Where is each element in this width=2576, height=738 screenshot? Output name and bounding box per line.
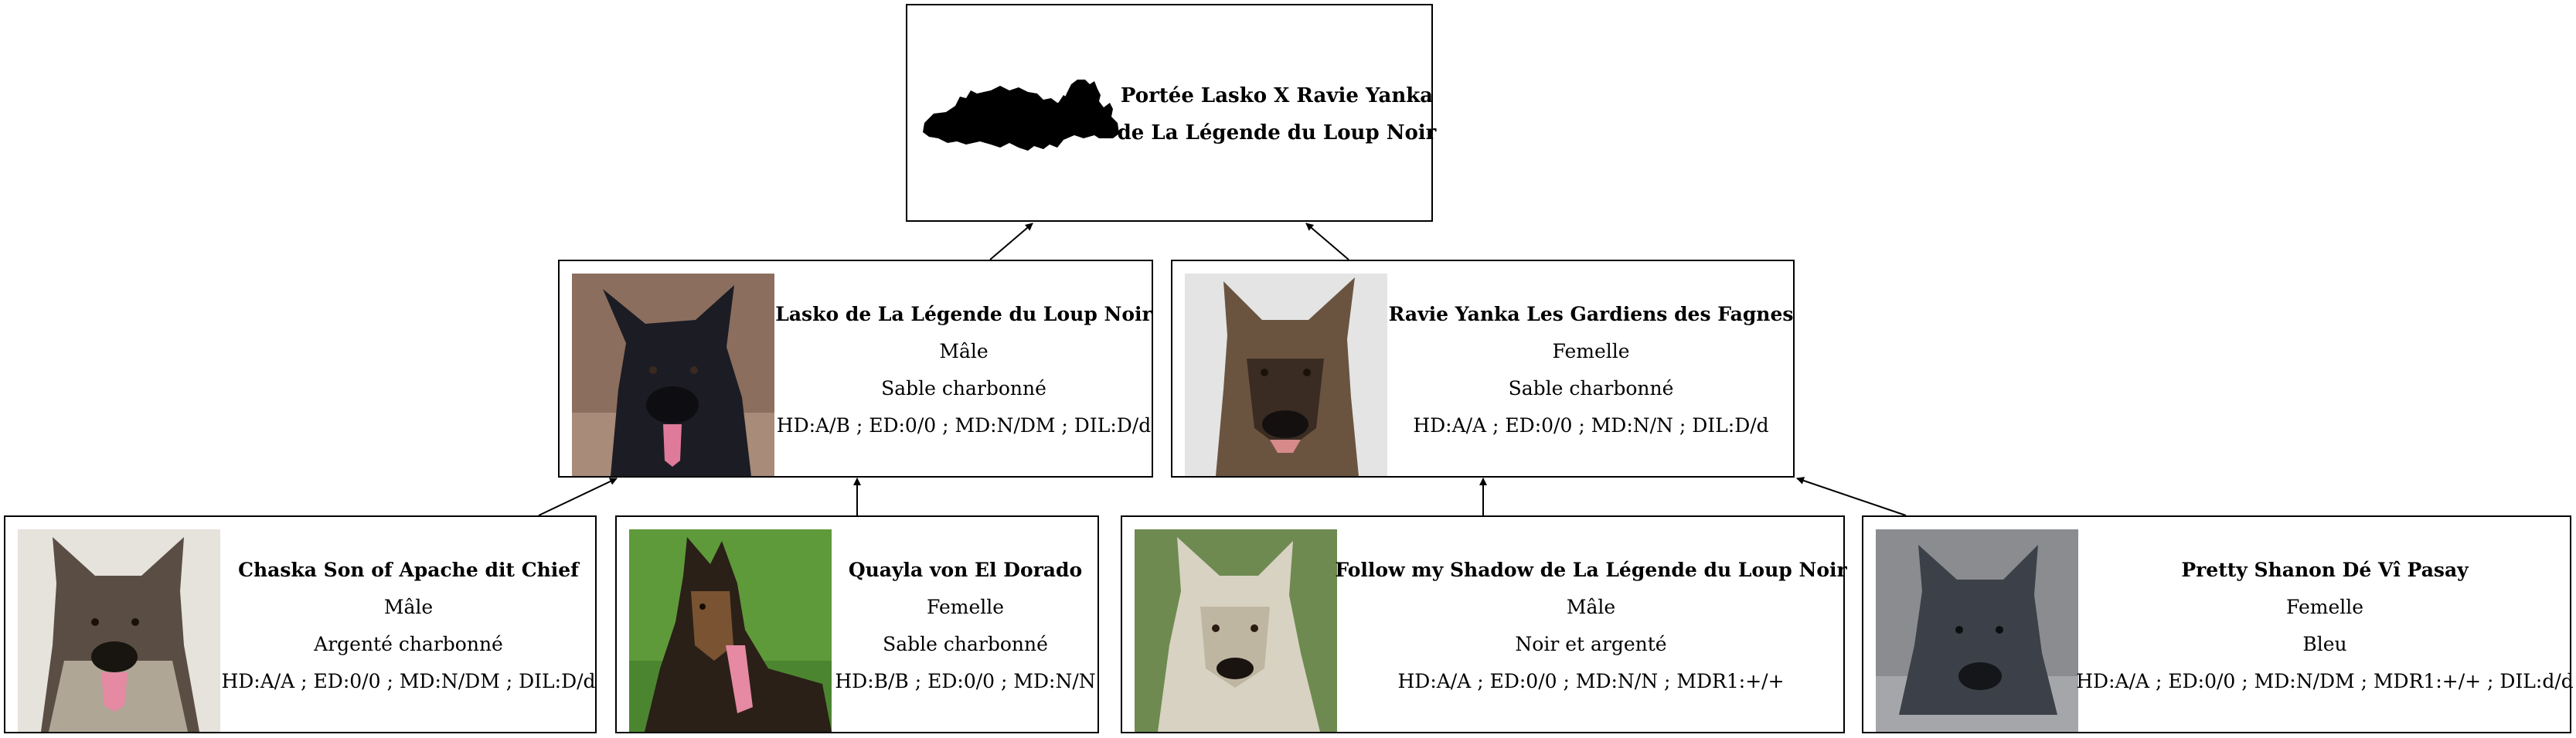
grandparent-node-follow bbox=[1121, 515, 1845, 733]
edge-pretty-to-ravie bbox=[1797, 478, 1906, 515]
dog-sex: Mâle bbox=[939, 340, 989, 362]
dog-color: Argenté charbonné bbox=[314, 633, 503, 655]
grandparent-node-quayla bbox=[615, 515, 1099, 733]
dog-name: Follow my Shadow de La Légende du Loup Noir bbox=[1335, 559, 1847, 581]
dog-sex: Femelle bbox=[2285, 596, 2364, 618]
dog-sex: Mâle bbox=[383, 596, 434, 618]
dog-sex: Femelle bbox=[1552, 340, 1630, 362]
dogs-silhouette-logo bbox=[920, 67, 1122, 168]
dog-health: HD:A/A ; ED:0/0 ; MD:N/N ; DIL:D/d bbox=[1413, 414, 1769, 437]
dog-name: Ravie Yanka Les Gardiens des Fagnes bbox=[1388, 303, 1794, 325]
dog-photo bbox=[1135, 529, 1337, 732]
litter-node bbox=[906, 4, 1437, 222]
dog-color: Bleu bbox=[2302, 633, 2347, 655]
dog-name: Chaska Son of Apache dit Chief bbox=[238, 559, 579, 581]
dog-sex: Femelle bbox=[926, 596, 1005, 618]
dog-photo bbox=[18, 529, 220, 732]
dog-photo bbox=[629, 529, 832, 732]
litter-title-line2: de La Légende du Loup Noir bbox=[1117, 121, 1437, 145]
dog-name: Lasko de La Légende du Loup Noir bbox=[775, 303, 1152, 325]
dog-color: Sable charbonné bbox=[883, 633, 1048, 655]
dog-health: HD:A/B ; ED:0/0 ; MD:N/DM ; DIL:D/d bbox=[776, 414, 1152, 437]
dog-health: HD:B/B ; ED:0/0 ; MD:N/N bbox=[835, 670, 1096, 692]
dog-photo bbox=[1876, 529, 2078, 732]
dog-photo bbox=[1185, 274, 1387, 476]
grandparent-node-pretty bbox=[1862, 515, 2574, 733]
edge-lasko-to-litter bbox=[990, 223, 1033, 260]
dog-name: Pretty Shanon Dé Vî Pasay bbox=[2181, 559, 2469, 581]
sire-node bbox=[558, 260, 1153, 478]
edge-ravie-to-litter bbox=[1306, 223, 1349, 260]
grandparent-node-chaska bbox=[4, 515, 597, 733]
dog-color: Noir et argenté bbox=[1515, 633, 1667, 655]
dog-photo bbox=[572, 274, 774, 476]
dog-health: HD:A/A ; ED:0/0 ; MD:N/DM ; MDR1:+/+ ; DIL:d/d bbox=[2076, 670, 2574, 692]
edge-chaska-to-lasko bbox=[539, 478, 617, 515]
dog-color: Sable charbonné bbox=[1508, 377, 1674, 400]
dog-color: Sable charbonné bbox=[881, 377, 1046, 400]
dog-health: HD:A/A ; ED:0/0 ; MD:N/DM ; DIL:D/d bbox=[221, 670, 596, 692]
dam-node bbox=[1171, 260, 1795, 478]
litter-title-line1: Portée Lasko X Ravie Yanka bbox=[1120, 84, 1434, 107]
dog-name: Quayla von El Dorado bbox=[848, 559, 1083, 581]
dog-sex: Mâle bbox=[1566, 596, 1616, 618]
dog-health: HD:A/A ; ED:0/0 ; MD:N/N ; MDR1:+/+ bbox=[1397, 670, 1785, 692]
